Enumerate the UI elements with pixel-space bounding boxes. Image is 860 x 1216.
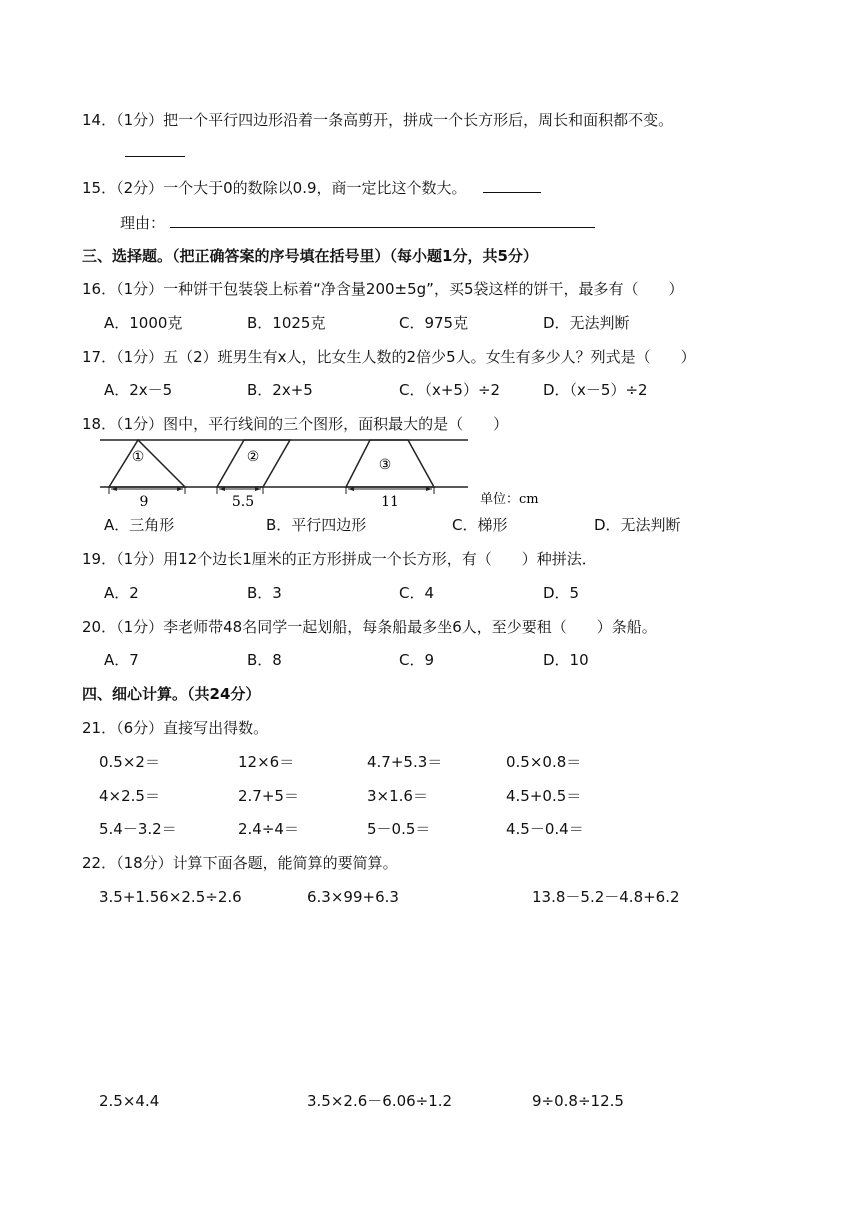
question-21: 21．（6分）直接写出得数。	[82, 719, 269, 737]
q19-option-c[interactable]: C．4	[399, 584, 435, 602]
calc-problem: 3.5×2.6－6.06÷1.2	[307, 1092, 453, 1110]
question-15-text: 15．（2分）一个大于0的数除以0.9，商一定比这个数大。	[82, 179, 467, 197]
shape-label-2: ②	[246, 449, 260, 465]
shape-label-3: ③	[378, 457, 392, 473]
question-20: 20．（1分）李老师带48名同学一起划船，每条船最多坐6人，至少要租（ ）条船。	[82, 618, 657, 636]
reason-label: 理由：	[120, 214, 166, 232]
dim-label-11: 11	[381, 494, 399, 510]
calc-problem: 6.3×99+6.3	[307, 888, 399, 906]
dim-label-5-5: 5.5	[231, 494, 255, 510]
calc-item: 12×6＝	[238, 753, 295, 771]
calc-item: 2.7+5＝	[238, 787, 299, 805]
q17-option-c[interactable]: C．（x+5）÷2	[399, 381, 501, 399]
q18-figure	[100, 436, 560, 516]
q16-option-b[interactable]: B．1025克	[247, 314, 326, 332]
q20-option-d[interactable]: D．10	[543, 651, 589, 669]
q18-option-a[interactable]: A．三角形	[104, 516, 175, 534]
question-16: 16．（1分）一种饼干包装袋上标着“净含量200±5g”，买5袋这样的饼干，最多有（ ）	[82, 280, 684, 298]
q16-option-d[interactable]: D．无法判断	[543, 314, 630, 332]
q17-option-b[interactable]: B．2x+5	[247, 381, 313, 399]
calc-problem: 13.8－5.2－4.8+6.2	[532, 888, 680, 906]
calc-item: 4.5－0.4＝	[506, 820, 584, 838]
dim-label-9: 9	[139, 494, 149, 510]
section-4-title: 四、细心计算。（共24分）	[82, 685, 261, 703]
reason-line-15	[120, 213, 595, 233]
calc-item: 2.4÷4＝	[238, 820, 299, 838]
q16-option-a[interactable]: A．1000克	[104, 314, 183, 332]
question-18: 18．（1分）图中，平行线间的三个图形，面积最大的是（ ）	[82, 415, 509, 433]
calc-problem: 9÷0.8÷12.5	[532, 1092, 624, 1110]
reason-blank-15[interactable]	[170, 213, 595, 228]
question-15	[82, 178, 541, 198]
q20-option-a[interactable]: A．7	[104, 651, 139, 669]
unit-label: 单位：cm	[480, 492, 539, 507]
question-19: 19．（1分）用12个边长1厘米的正方形拼成一个长方形，有（ ）种拼法．	[82, 550, 597, 568]
triangle-shape	[109, 440, 185, 487]
calc-item: 4×2.5＝	[99, 787, 160, 805]
calc-item: 5－0.5＝	[367, 820, 431, 838]
q18-option-c[interactable]: C．梯形	[452, 516, 508, 534]
work-area-row-1[interactable]	[99, 915, 699, 1085]
question-22: 22．（18分）计算下面各题，能简算的要简算。	[82, 854, 398, 872]
q17-option-d[interactable]: D．（x－5）÷2	[543, 381, 648, 399]
q19-option-d[interactable]: D．5	[543, 584, 580, 602]
q20-option-c[interactable]: C．9	[399, 651, 435, 669]
calc-item: 4.5+0.5＝	[506, 787, 582, 805]
question-17: 17．（1分）五（2）班男生有x人，比女生人数的2倍少5人。女生有多少人？列式是（ ）	[82, 348, 696, 366]
calc-item: 4.7+5.3＝	[367, 753, 443, 771]
calc-item: 3×1.6＝	[367, 787, 428, 805]
question-14-text: 14．（1分）把一个平行四边形沿着一条高剪开，拼成一个长方形后，周长和面积都不变。	[82, 111, 674, 129]
q19-option-b[interactable]: B．3	[247, 584, 282, 602]
q18-option-d[interactable]: D．无法判断	[594, 516, 681, 534]
calc-item: 0.5×2＝	[99, 753, 160, 771]
calc-problem: 2.5×4.4	[99, 1092, 160, 1110]
section-3-title: 三、选择题。（把正确答案的序号填在括号里）（每小题1分，共5分）	[82, 247, 538, 265]
answer-blank-15[interactable]	[483, 178, 541, 193]
q19-option-a[interactable]: A．2	[104, 584, 139, 602]
q17-option-a[interactable]: A．2x－5	[104, 381, 173, 399]
shape-label-1: ①	[131, 449, 145, 465]
calc-problem: 3.5+1.56×2.5÷2.6	[99, 888, 242, 906]
calc-item: 0.5×0.8＝	[506, 753, 582, 771]
q16-option-c[interactable]: C．975克	[399, 314, 469, 332]
question-14	[82, 110, 673, 130]
answer-blank-14[interactable]	[125, 142, 185, 162]
q18-option-b[interactable]: B．平行四边形	[266, 516, 367, 534]
q20-option-b[interactable]: B．8	[247, 651, 282, 669]
calc-item: 5.4－3.2＝	[99, 820, 177, 838]
